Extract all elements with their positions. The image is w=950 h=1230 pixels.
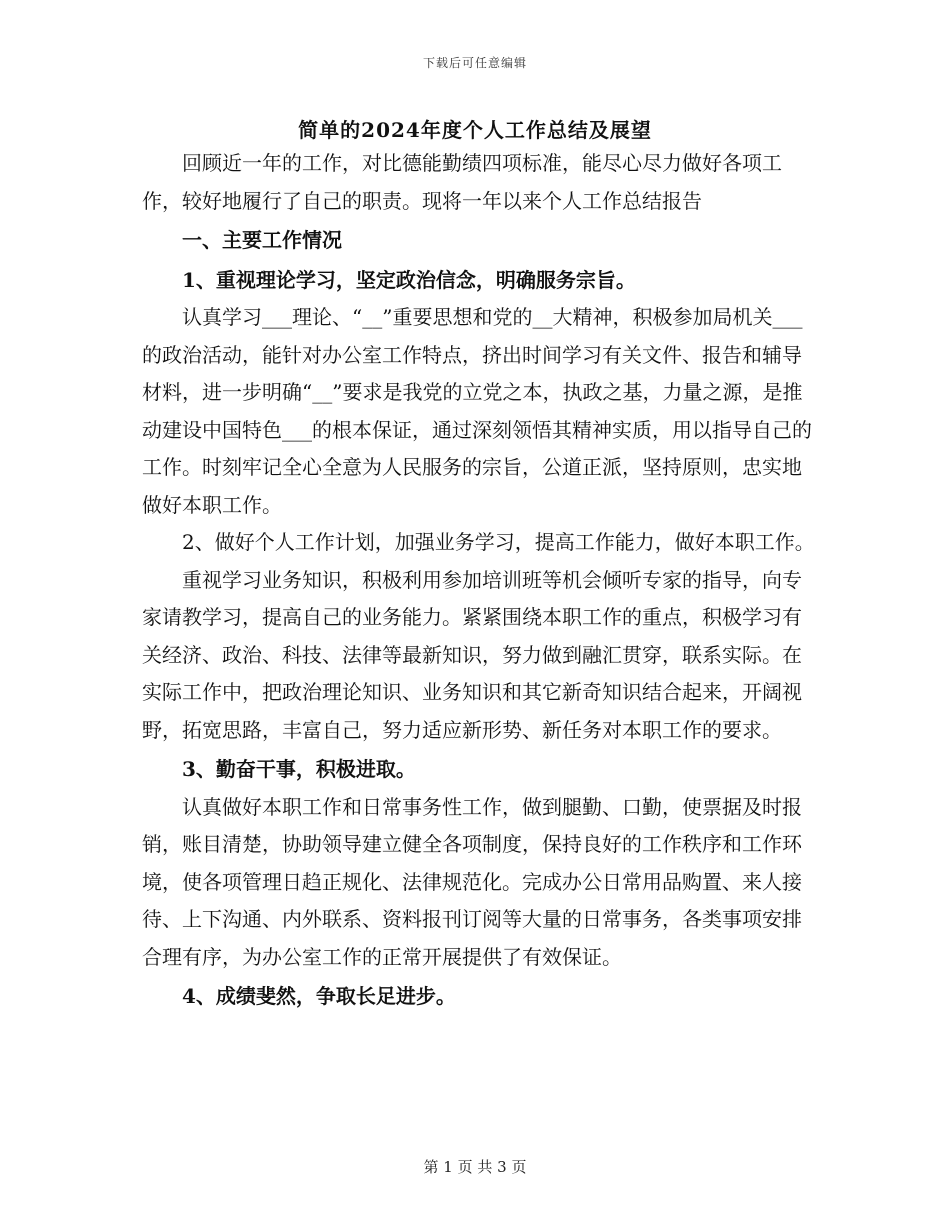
subheading-work-plan: 2、做好个人工作计划，加强业务学习，提高工作能力，做好本职工作。 [182,530,815,554]
section-heading-main-work: 一、主要工作情况 [182,228,342,252]
paragraph-theory-study: 认真学习___理论、“__”重要思想和党的__大精神，积极参加局机关___的政治活动，能针对办公室工作特点，挤出时间学习有关文件、报告和辅导材料，进一步明确“__”要求是我党的立党之本，执政之基，力量之源，是推动建设中国特色___的根本保证，通过深刻领悟其精神实质，用以指导自己的工作。时刻牢记全心全意为人民服务的宗旨，公道正派，坚持原则，忠实地做好本职工作。 [142,305,812,517]
paragraph-work-plan: 重视学习业务知识，积极利用参加培训班等机会倾听专家的指导，向专家请教学习，提高自己的业务能力。紧紧围绕本职工作的重点，积极学习有关经济、政治、科技、法律等最新知识，努力做到融汇贯穿，联系实际。在实际工作中，把政治理论知识、业务知识和其它新奇知识结合起来，开阔视野，拓宽思路，丰富自己，努力适应新形势、新任务对本职工作的要求。 [142,567,802,742]
subheading-theory-study: 1、重视理论学习，坚定政治信念，明确服务宗旨。 [182,267,636,292]
document-title: 简单的2024年度个人工作总结及展望 [298,118,652,142]
subheading-achievements: 4、成绩斐然，争取长足进步。 [182,984,456,1008]
document-body [142,145,818,1016]
page-footer: 第 1 页 共 3 页 [423,1158,527,1176]
subheading-diligence: 3、勤奋干事，积极进取。 [182,757,416,781]
header-note: 下载后可任意编辑 [422,56,527,70]
intro-paragraph: 回顾近一年的工作，对比德能勤绩四项标准，能尽心尽力做好各项工作，较好地履行了自己的职责。现将一年以来个人工作总结报告 [142,151,782,213]
paragraph-diligence: 认真做好本职工作和日常事务性工作，做到腿勤、口勤，使票据及时报销，账目清楚，协助领导建立健全各项制度，保持良好的工作秩序和工作环境，使各项管理日趋正规化、法律规范化。完成办公日常用品购置、来人接待、上下沟通、内外联系、资料报刊订阅等大量的日常事务，各类事项安排合理有序，为办公室工作的正常开展提供了有效保证。 [142,794,802,969]
